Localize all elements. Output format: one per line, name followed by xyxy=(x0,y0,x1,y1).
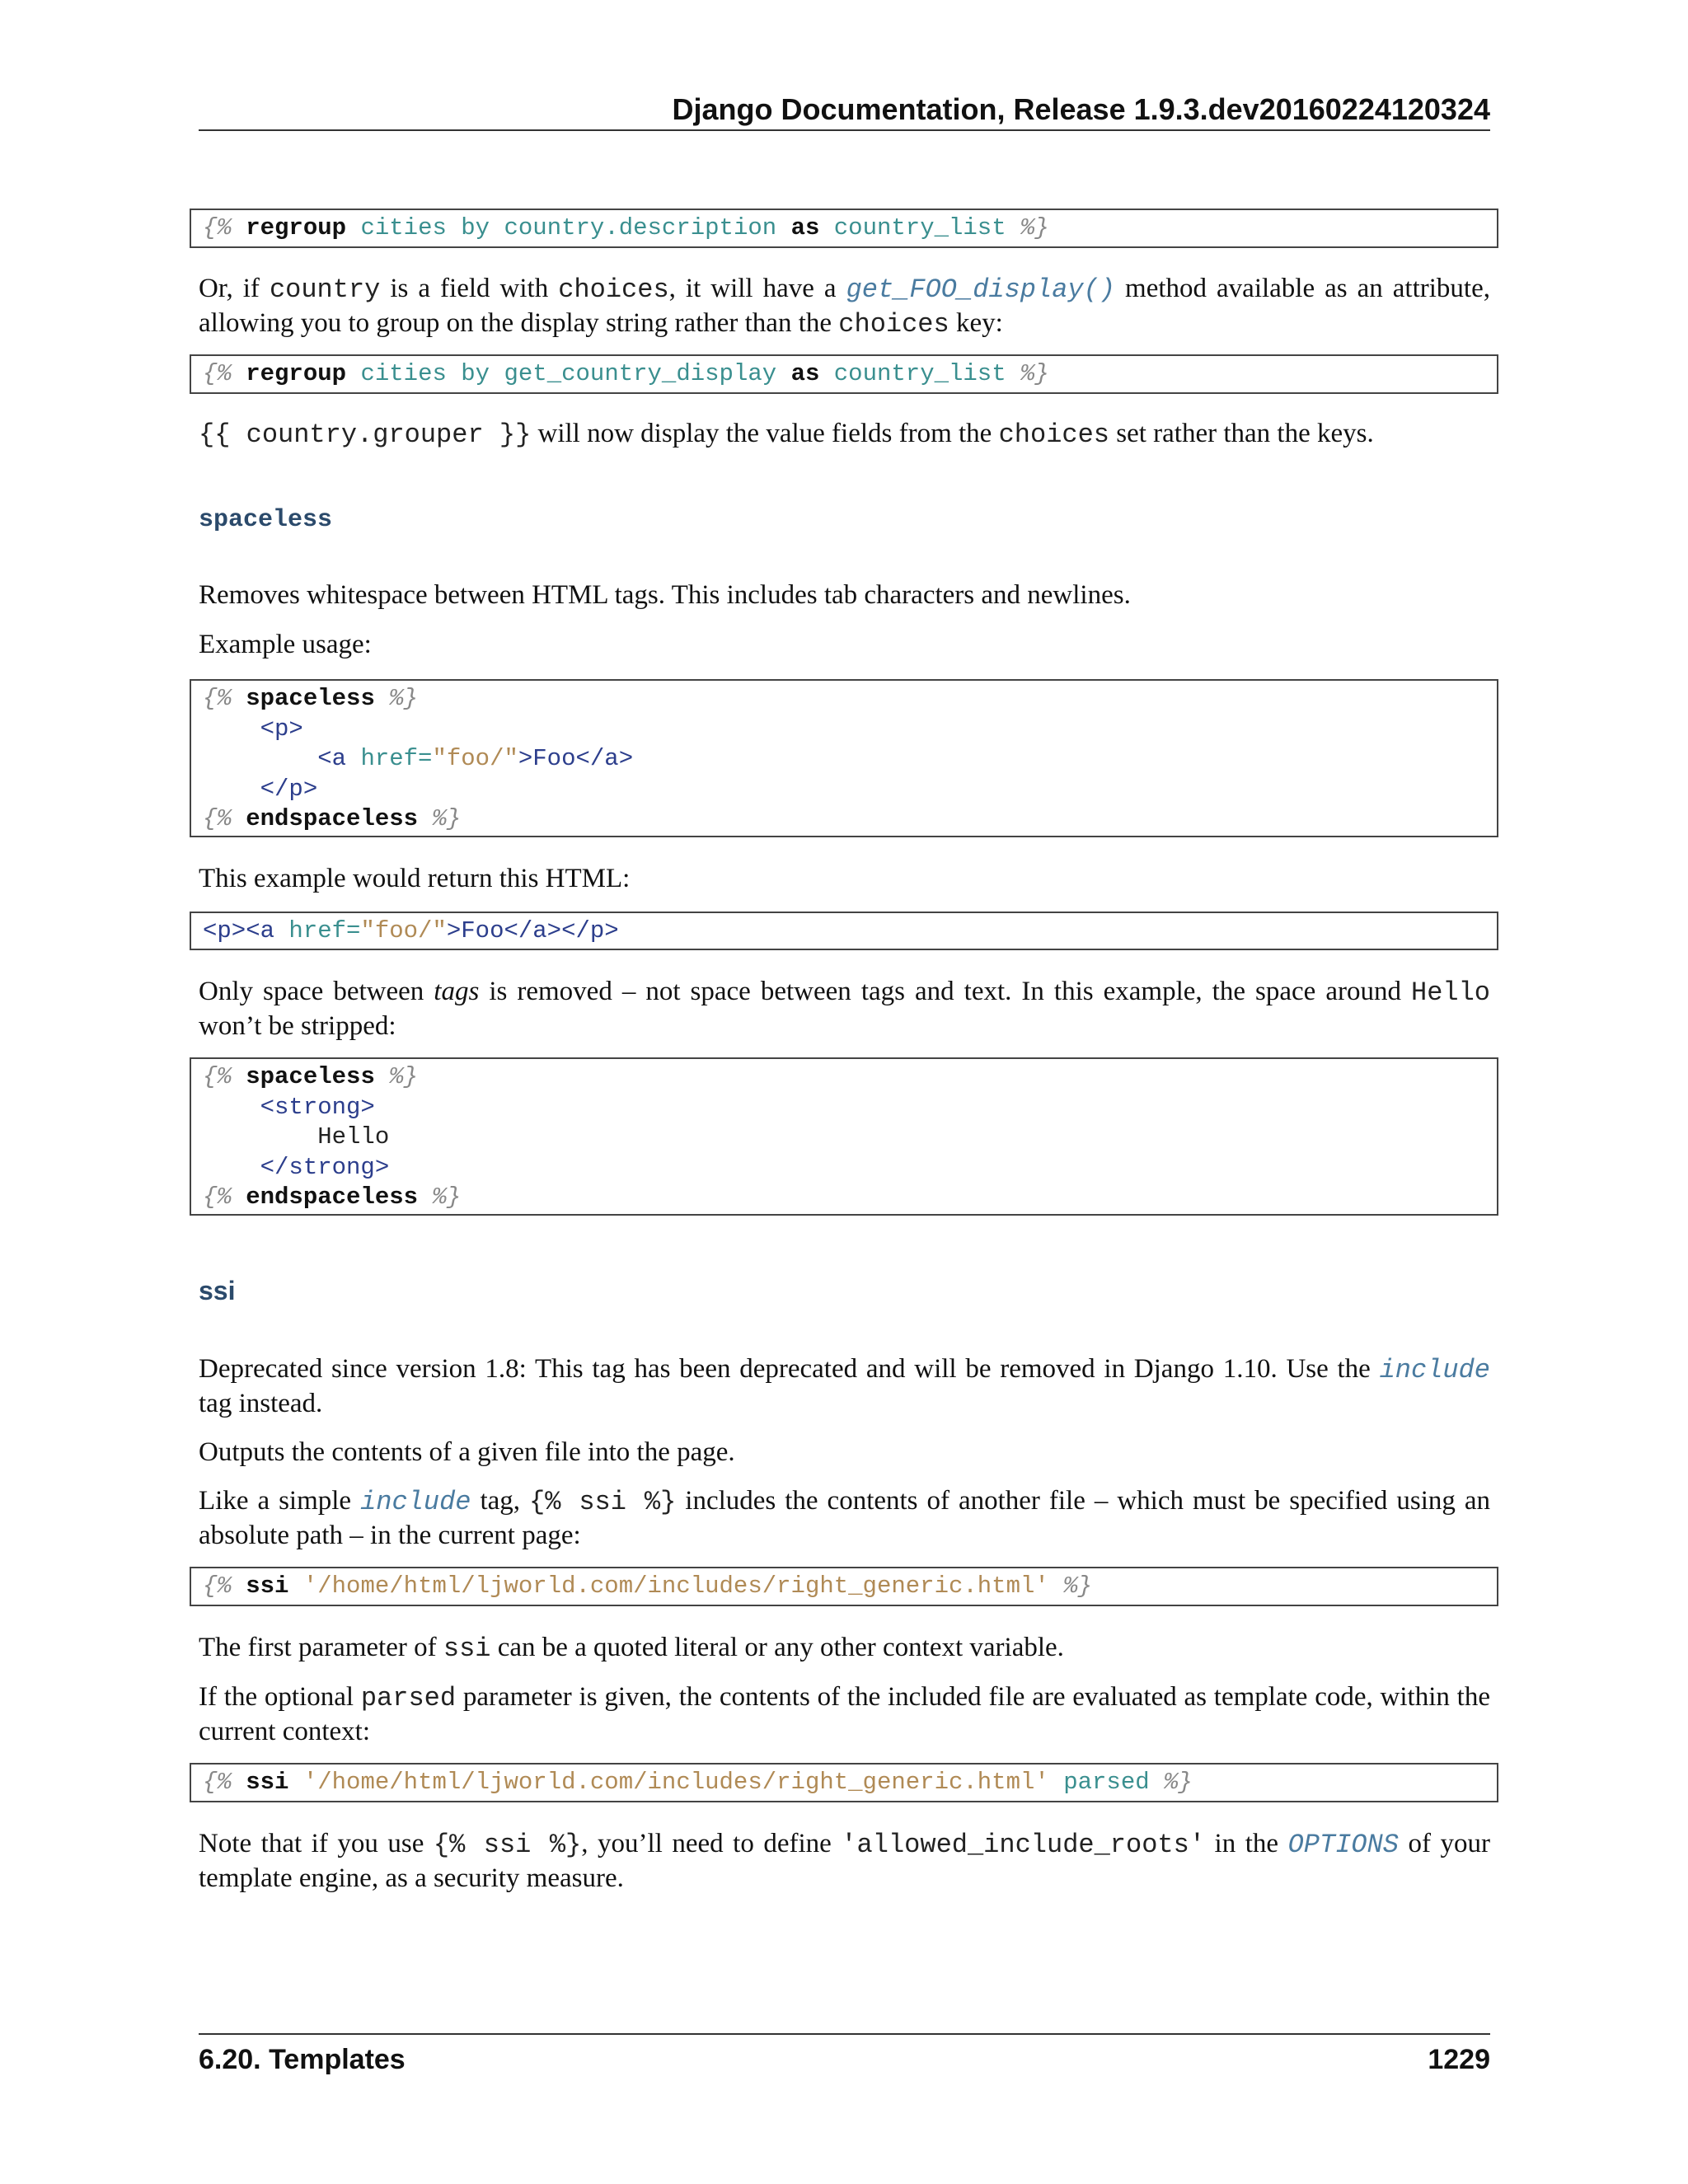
inline-code: {% ssi %} xyxy=(433,1830,582,1860)
template-keyword: regroup xyxy=(246,214,347,241)
html-attribute-value: "foo/" xyxy=(432,745,518,772)
footer-rule xyxy=(199,2033,1490,2035)
template-keyword: as xyxy=(790,214,820,241)
template-close-delim: %} xyxy=(389,1063,419,1090)
paragraph-note: Note that if you use {% ssi %}, you’ll need to define 'allowed_include_roots' in the OPTIONS of your template engine, as a security measure. xyxy=(199,1829,1491,1893)
code-string: '/home/html/ljworld.com/includes/right_generic.html' xyxy=(302,1769,1049,1796)
paragraph-only-space-between-tags: Only space between tags is removed – not space between tags and text. In this example, the space around Hello won’t be stripped: xyxy=(199,977,1490,1041)
inline-code: country xyxy=(269,274,381,305)
html-tag: <p> xyxy=(203,715,303,743)
template-close-delim: %} xyxy=(389,685,419,712)
code-variable: cities xyxy=(360,360,447,387)
template-open-delim: {% xyxy=(203,1572,232,1600)
template-open-delim: {% xyxy=(203,214,232,241)
running-header: Django Documentation, Release 1.9.3.dev20160224120324 xyxy=(672,92,1490,126)
code-block-regroup-display xyxy=(190,354,1498,394)
paragraph-grouper: {{ country.grouper }} will now display the value fields from the choices set rather than the keys. xyxy=(199,419,1374,450)
html-attribute: href= xyxy=(288,917,361,944)
inline-code: choices xyxy=(998,419,1109,450)
template-keyword: spaceless xyxy=(246,685,375,712)
template-keyword: endspaceless xyxy=(246,805,419,832)
code-block-spaceless-example xyxy=(190,679,1498,837)
template-keyword: endspaceless xyxy=(246,1183,419,1211)
code-variable: parsed xyxy=(1063,1769,1150,1796)
emphasis: tags xyxy=(434,977,480,1006)
header-rule xyxy=(199,129,1490,131)
html-tag: >Foo</a></p> xyxy=(446,917,619,944)
code-variable: country_list xyxy=(833,214,1006,241)
html-tag: <a xyxy=(203,745,347,772)
code-variable: country.description xyxy=(504,214,777,241)
code-block-spaceless-output xyxy=(190,912,1498,950)
template-keyword: spaceless xyxy=(246,1063,375,1090)
inline-code: choices xyxy=(558,274,669,305)
code-variable: country_list xyxy=(833,360,1006,387)
code-variable: get_country_display xyxy=(504,360,777,387)
include-link[interactable]: include xyxy=(360,1487,471,1517)
template-close-delim: %} xyxy=(1020,360,1049,387)
html-tag: <strong> xyxy=(203,1093,375,1121)
inline-code: choices xyxy=(838,309,950,340)
template-open-delim: {% xyxy=(203,360,232,387)
template-keyword: as xyxy=(790,360,820,387)
template-close-delim: %} xyxy=(1020,214,1049,241)
html-tag: </p> xyxy=(203,775,318,803)
template-close-delim: %} xyxy=(432,1183,462,1211)
code-block-spaceless-strong xyxy=(190,1057,1498,1216)
html-tag: <p><a xyxy=(203,917,275,944)
inline-code: parsed xyxy=(360,1683,457,1713)
code-variable: cities xyxy=(360,214,447,241)
paragraph-parsed: If the optional parsed parameter is given, the contents of the included file are evaluated as template code, within the current context: xyxy=(199,1682,1490,1746)
template-keyword: regroup xyxy=(246,360,347,387)
paragraph-like-include: Like a simple include tag, {% ssi %} includes the contents of another file – which must be specified using an absolute path – in the current page: xyxy=(199,1486,1490,1550)
code-block-ssi xyxy=(190,1567,1498,1606)
paragraph-deprecated: Deprecated since version 1.8: This tag has been deprecated and will be removed in Django 1.10. Use the include tag instead. xyxy=(199,1354,1490,1418)
template-close-delim: %} xyxy=(432,805,462,832)
code-text: Hello xyxy=(203,1123,390,1151)
code-block-regroup-description xyxy=(190,209,1498,248)
paragraph-first-parameter: The first parameter of ssi can be a quoted literal or any other context variable. xyxy=(199,1633,1064,1664)
paragraph-choices: Or, if country is a field with choices, it will have a get_FOO_display() method available as an attribute, allowing you to group on the display string rather than the choices key: xyxy=(199,274,1490,340)
section-heading-ssi: ssi xyxy=(199,1276,236,1305)
html-tag: >Foo</a> xyxy=(518,745,634,772)
code-variable: by xyxy=(461,214,490,241)
template-keyword: ssi xyxy=(246,1572,289,1600)
html-attribute: href= xyxy=(360,745,433,772)
get-foo-display-link[interactable]: get_FOO_display() xyxy=(846,274,1116,305)
options-link[interactable]: OPTIONS xyxy=(1287,1830,1399,1860)
footer-section-title: 6.20. Templates xyxy=(199,2044,406,2075)
paragraph-spaceless-intro: Removes whitespace between HTML tags. This includes tab characters and newlines. xyxy=(199,580,1131,610)
inline-code: 'allowed_include_roots' xyxy=(841,1830,1206,1860)
section-heading-spaceless: spaceless xyxy=(199,506,333,534)
paragraph-example-label: Example usage: xyxy=(199,630,372,659)
include-link[interactable]: include xyxy=(1379,1355,1490,1385)
template-close-delim: %} xyxy=(1063,1572,1093,1600)
code-block-ssi-parsed xyxy=(190,1763,1498,1802)
inline-code: ssi xyxy=(443,1633,491,1664)
paragraph-outputs: Outputs the contents of a given file into the page. xyxy=(199,1437,735,1467)
code-string: '/home/html/ljworld.com/includes/right_generic.html' xyxy=(302,1572,1049,1600)
footer-page-number: 1229 xyxy=(1428,2044,1490,2075)
template-keyword: ssi xyxy=(246,1769,289,1796)
html-tag: </strong> xyxy=(203,1153,390,1181)
template-open-delim: {% xyxy=(203,685,232,712)
paragraph-return-label: This example would return this HTML: xyxy=(199,864,631,893)
inline-code: {{ country.grouper }} xyxy=(199,419,532,450)
template-close-delim: %} xyxy=(1164,1769,1193,1796)
template-open-delim: {% xyxy=(203,805,232,832)
inline-code: Hello xyxy=(1410,977,1490,1008)
template-open-delim: {% xyxy=(203,1769,232,1796)
code-variable: by xyxy=(461,360,490,387)
html-attribute-value: "foo/" xyxy=(360,917,447,944)
template-open-delim: {% xyxy=(203,1183,232,1211)
inline-code: {% ssi %} xyxy=(529,1487,677,1517)
template-open-delim: {% xyxy=(203,1063,232,1090)
